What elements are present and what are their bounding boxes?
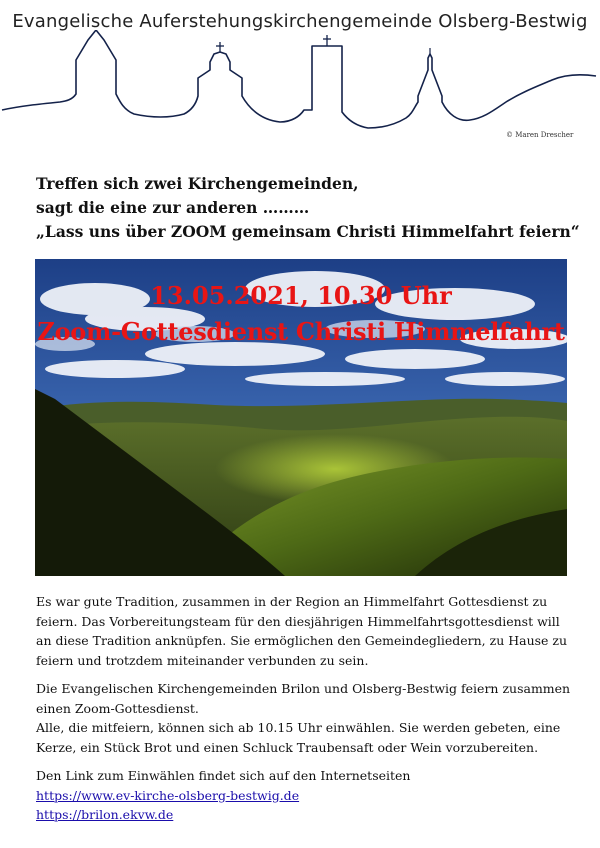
photo-credit: © Maren Drescher: [506, 131, 574, 139]
link-brilon[interactable]: https://brilon.ekvw.de: [36, 807, 174, 822]
headline-line-2: sagt die eine zur anderen ………: [36, 198, 310, 217]
link-olsberg-bestwig[interactable]: https://www.ev-kirche-olsberg-bestwig.de: [36, 787, 300, 803]
event-title: Zoom-Gottesdienst Christi Himmelfahrt: [37, 317, 565, 346]
headline: [36, 172, 580, 244]
paragraph-zoom-service-intro: Die Evangelischen Kirchengemeinden Brilon und Olsberg-Bestwig feiern zusammen einen Zoom-Gottesdienst.: [36, 681, 571, 716]
headline-line-1: Treffen sich zwei Kirchengemeinden,: [36, 174, 359, 193]
paragraph-tradition: Es war gute Tradition, zusammen in der Region an Himmelfahrt Gottesdienst zu feiern. Das Vorbereitungsteam für den diesjährigen Himmelfahrtsgottesdienst will an diese Tradition anknüpfen. Sie ermöglichen den Gemeindegliedern, zu Hause zu feiern und trotzdem miteinander verbunden zu sein.: [36, 594, 568, 668]
body-text: [36, 592, 576, 834]
headline-line-3: „Lass uns über ZOOM gemeinsam Christi Himmelfahrt feiern“: [36, 222, 580, 241]
paragraph-zoom-service-details: Alle, die mitfeiern, können sich ab 10.15 Uhr einwählen. Sie werden gebeten, eine Kerze, ein Stück Brot und einen Schluck Traubensaft oder Wein vorzubereiten.: [36, 720, 561, 755]
event-date-time: 13.05.2021, 10.30 Uhr: [150, 281, 452, 310]
landscape-photo: [35, 259, 567, 576]
header-title: Evangelische Auferstehungskirchengemeinde Olsberg-Bestwig: [12, 11, 588, 32]
paragraph-zoom-service: [36, 679, 576, 757]
paragraph-links: [36, 766, 576, 825]
link-intro: Den Link zum Einwählen findet sich auf den Internetseiten: [36, 768, 411, 783]
